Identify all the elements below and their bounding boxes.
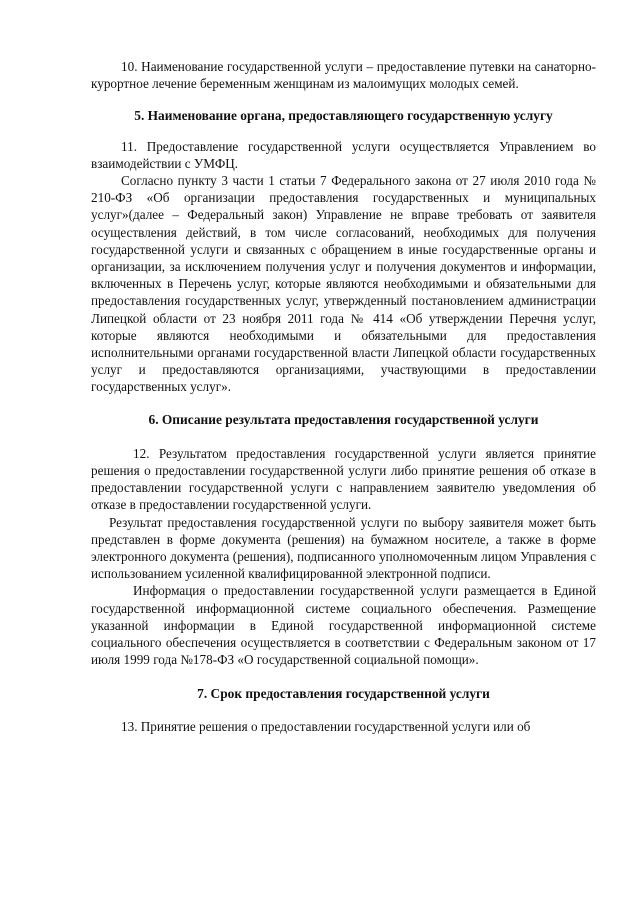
paragraph-12-information: Информация о предоставлении государственной услуги размещается в Единой государственной информационной системе социального обеспечения. Размещение указанной информации в Единой государственной информационной системе социального обеспечения осуществляется в соответствии с Федеральным законом от 17 июля 1999 года №178-ФЗ «О государственной социальной помощи». [91, 583, 596, 668]
paragraph-11-continued: Согласно пункту 3 части 1 статьи 7 Федерального закона от 27 июля 2010 года № 210-ФЗ «Об организации предоставления государственных и муниципальных услуг»(далее – Федеральный закон) Управление не вправе требовать от заявителя осуществления действий, в том числе согласований, необходимых для получения государственной услуги и связанных с обращением в иные государственные органы и организации, за исключением получения услуг и получения документов и информации, включенных в Перечень услуг, которые являются необходимыми и обязательными для предоставления государственных услуг, утвержденный постановлением администрации Липецкой области от 23 ноября 2011 года № 414 «Об утверждении Перечня услуг, которые являются необходимыми и обязательными для предоставления исполнительными органами государственной власти Липецкой области государственных услуг и предоставляются организациями, участвующими в предоставлении государственных услуг». [91, 173, 596, 395]
section-heading-5: 5. Наименование органа, предоставляющего государственную услугу [134, 108, 553, 124]
paragraph-13: 13. Принятие решения о предоставлении государственной услуги или об [121, 718, 531, 734]
paragraph-10: 10. Наименование государственной услуги – предоставление путевки на санаторно-курортное лечение беременным женщинам из малоимущих молодых семей. [91, 59, 596, 92]
paragraph-11: 11. Предоставление государственной услуги осуществляется Управлением во взаимодействии с УМФЦ. [91, 138, 596, 171]
section-heading-6: 6. Описание результата предоставления государственной услуги [148, 411, 539, 427]
document-page [91, 58, 596, 735]
paragraph-12: 12. Результатом предоставления государственной услуги является принятие решения о предоставлении государственной услуги либо принятие решения об отказе в предоставлении государственной услуги с направлением заявителю уведомления об отказе в предоставлении государственной услуги. [91, 445, 596, 513]
paragraph-12-result-form: Результат предоставления государственной услуги по выбору заявителя может быть представлен в форме документа (решения) на бумажном носителе, а также в форме электронного документа (решения), подписанного уполномоченным лицом Управления с использованием усиленной квалифицированной электронной подписи. [91, 514, 596, 582]
section-heading-7: 7. Срок предоставления государственной услуги [197, 685, 490, 701]
